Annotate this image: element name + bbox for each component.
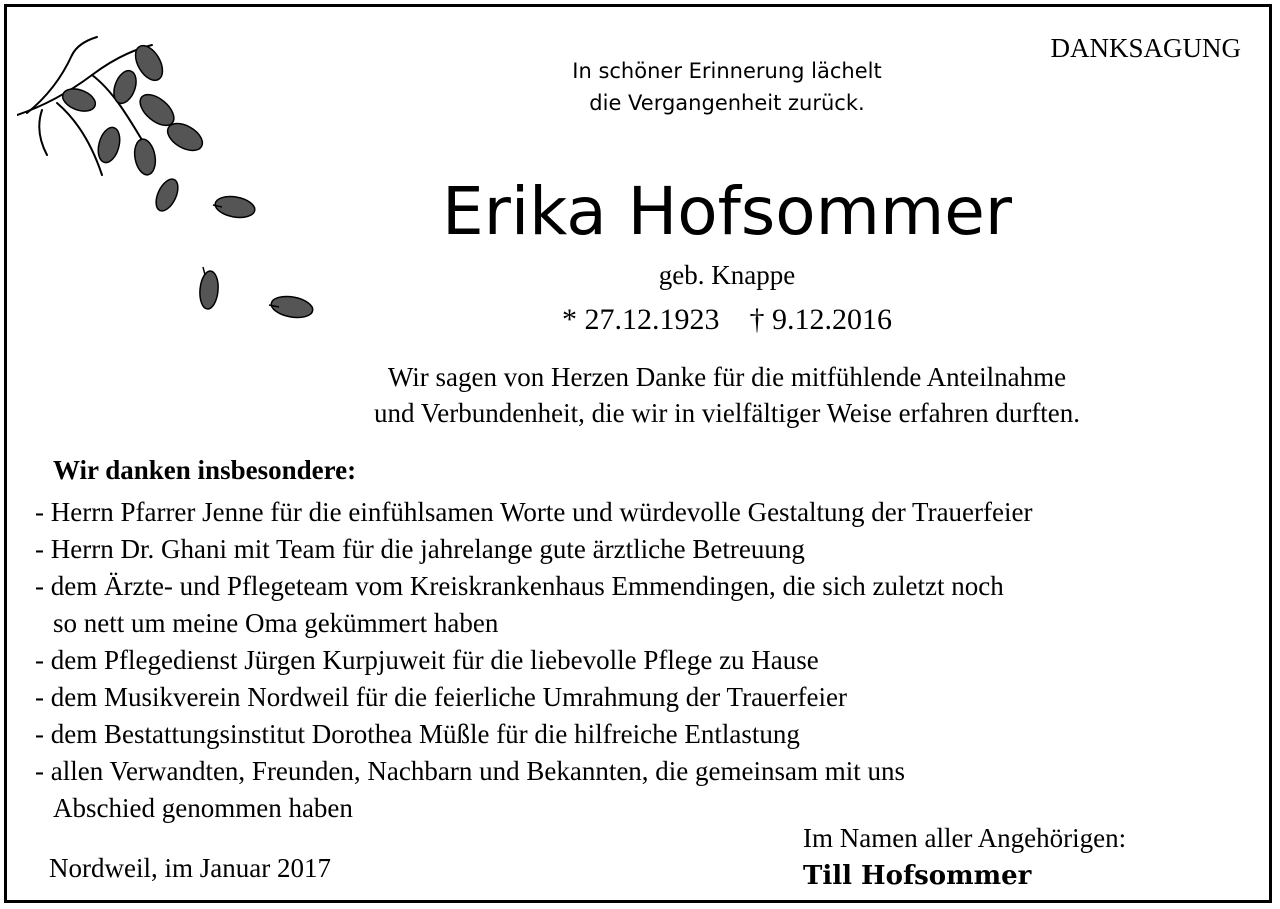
list-item-continuation: so nett um meine Oma gekümmert haben	[53, 608, 499, 638]
maiden-name: geb. Knappe	[658, 260, 796, 290]
special-thanks-heading: Wir danken insbesondere:	[53, 455, 357, 485]
death-date: † 9.12.2016	[749, 303, 892, 336]
motto-line-1: In schöner Erinnerung lächelt	[572, 59, 882, 83]
list-item: - dem Ärzte- und Pflegeteam vom Kreiskrankenhaus Emmendingen, die sich zuletzt noch	[35, 571, 1004, 601]
list-item: - dem Musikverein Nordweil für die feierliche Umrahmung der Trauerfeier	[35, 682, 847, 712]
birth-date: * 27.12.1923	[562, 303, 720, 336]
signer-name: Till Hofsommer	[803, 861, 1032, 891]
list-item: - allen Verwandten, Freunden, Nachbarn und Bekannten, die gemeinsam mit uns	[35, 756, 906, 786]
thanks-text	[227, 359, 1227, 431]
obituary-card	[4, 4, 1272, 903]
danksagung-label: DANKSAGUNG	[1050, 33, 1241, 63]
life-dates	[427, 303, 1027, 337]
place-date: Nordweil, im Januar 2017	[49, 853, 331, 883]
signoff	[803, 819, 1126, 895]
deceased-name: Erika Hofsommer	[442, 173, 1012, 250]
list-item: - dem Pflegedienst Jürgen Kurpjuweit für die liebevolle Pflege zu Hause	[35, 645, 819, 675]
thanks-line-2: und Verbundenheit, die wir in vielfältiger Weise erfahren durften.	[373, 398, 1081, 428]
thanks-line-1: Wir sagen von Herzen Danke für die mitfühlende Anteilnahme	[387, 362, 1067, 392]
list-item: - dem Bestattungsinstitut Dorothea Müßle für die hilfreiche Entlastung	[35, 719, 800, 749]
on-behalf-text: Im Namen aller Angehörigen:	[803, 823, 1127, 853]
list-item: - Herrn Dr. Ghani mit Team für die jahrelange gute ärztliche Betreuung	[35, 534, 805, 564]
motto	[427, 55, 1027, 119]
list-item: - Herrn Pfarrer Jenne für die einfühlsamen Worte und würdevolle Gestaltung der Trauerfeier	[35, 497, 1033, 527]
special-thanks-list	[35, 494, 1032, 827]
list-item-continuation: Abschied genommen haben	[53, 793, 353, 823]
motto-line-2: die Vergangenheit zurück.	[589, 91, 865, 115]
birch-branch-icon	[17, 35, 327, 335]
